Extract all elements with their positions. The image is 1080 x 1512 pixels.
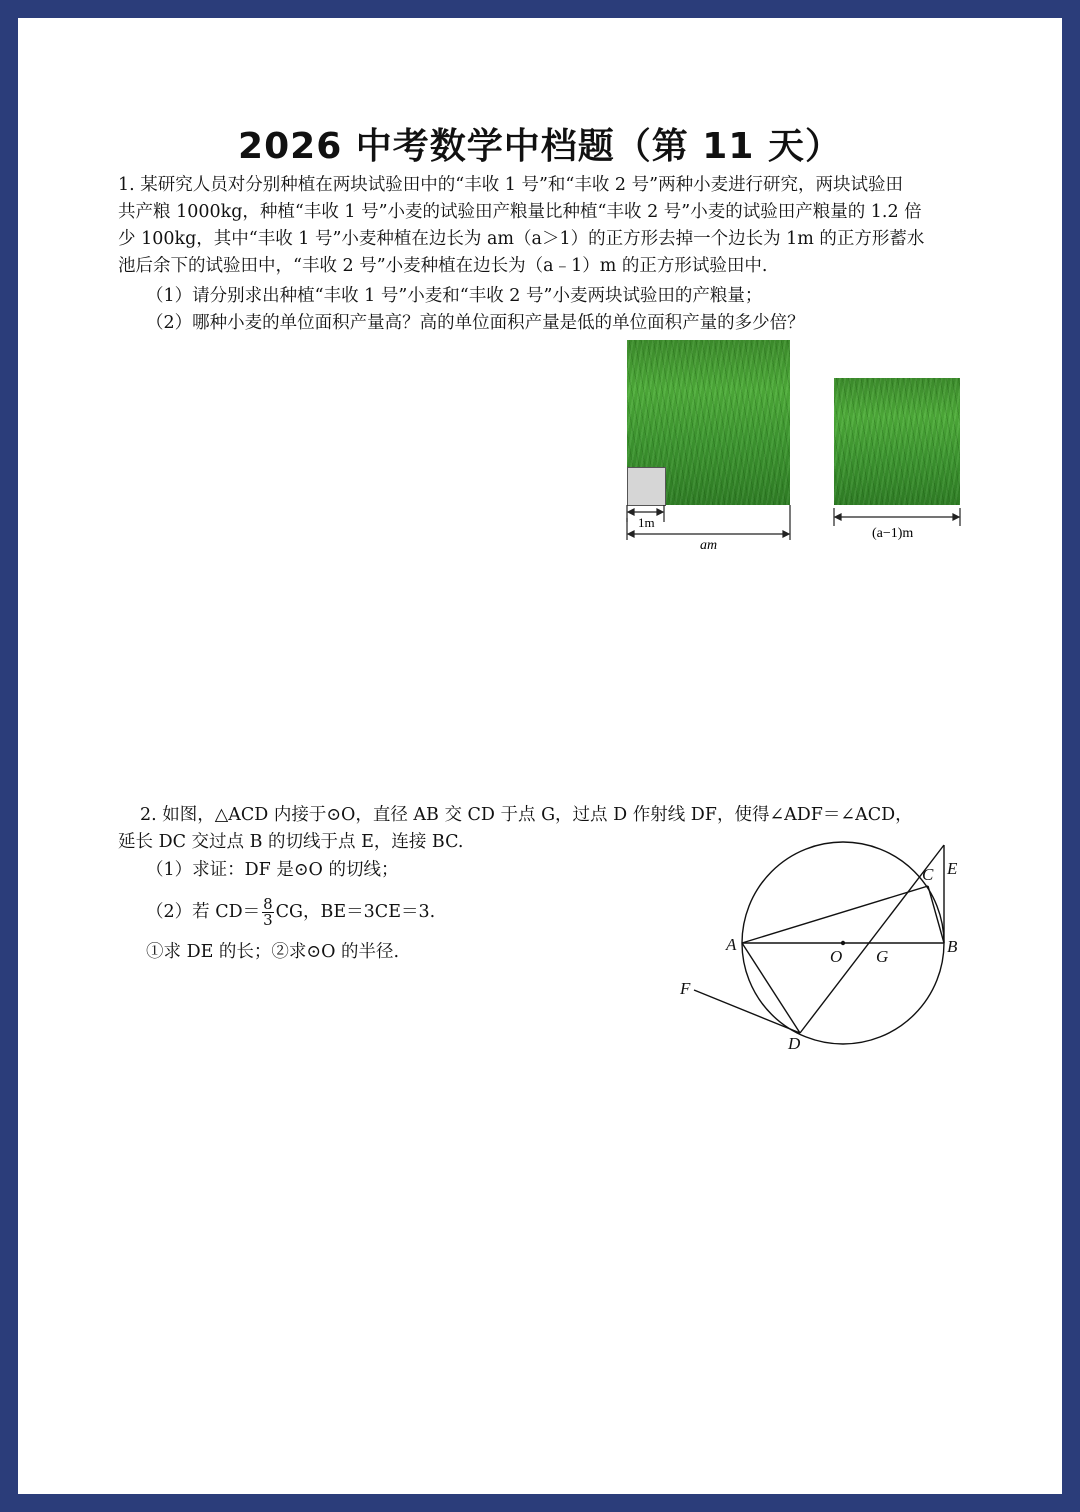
label-a-minus-1-m: (a−1)m (872, 526, 914, 541)
q2-sub2-suffix: CG，BE＝3CE＝3. (275, 902, 436, 922)
q1-line-2: 共产粮 1000kg，种植“丰收 1 号”小麦的试验田产粮量比种植“丰收 2 号”小麦的试验田产粮量的 1.2 倍 (118, 202, 922, 222)
center-point-o (841, 941, 845, 945)
q2-subquestion-1: （1）求证：DF 是⊙O 的切线； (146, 860, 399, 880)
q2-line-2: 延长 DC 交过点 B 的切线于点 E，连接 BC. (118, 832, 464, 852)
segment-bc (928, 886, 944, 943)
q1-subquestion-2: （2）哪种小麦的单位面积产量高？高的单位面积产量是低的单位面积产量的多少倍？ (146, 313, 805, 333)
fraction-denominator: 3 (263, 911, 273, 929)
point-label-d: D (788, 1034, 801, 1053)
field-2-image (834, 378, 960, 505)
q2-sub2-prefix: （2）若 CD＝ (146, 902, 261, 922)
q1-subquestion-1: （1）请分别求出种植“丰收 1 号”小麦和“丰收 2 号”小麦两块试验田的产粮量； (146, 286, 763, 306)
fraction-8-3 (262, 897, 274, 928)
page-title: 2026 中考数学中档题（第 11 天） (238, 126, 842, 167)
point-label-c: C (922, 865, 934, 884)
q2-subquestion-3: ①求 DE 的长；②求⊙O 的半径. (146, 942, 400, 962)
circle-geometry-figure (670, 840, 970, 1060)
q1-line-1: 1. 某研究人员对分别种植在两块试验田中的“丰收 1 号”和“丰收 2 号”两种小麦进行研究，两块试验田 (118, 175, 904, 195)
segment-ad (742, 943, 800, 1033)
q2-line-1: 2. 如图，△ACD 内接于⊙O，直径 AB 交 CD 于点 G，过点 D 作射线 DF，使得∠ADF＝∠ACD， (140, 805, 913, 825)
q1-line-4: 池后余下的试验田中，“丰收 2 号”小麦种植在边长为（a﹣1）m 的正方形试验田中. (118, 256, 768, 276)
label-1m: 1m (638, 515, 655, 530)
point-label-f: F (680, 979, 691, 998)
segment-ac (742, 886, 928, 943)
q1-dimension-lines (600, 500, 1000, 560)
fraction-numerator: 8 (263, 895, 273, 913)
point-label-b: B (947, 937, 958, 956)
point-label-o: O (830, 947, 843, 966)
q2-subquestion-2 (146, 897, 435, 928)
point-label-g: G (876, 947, 889, 966)
q1-line-3: 少 100kg，其中“丰收 1 号”小麦种植在边长为 am（a＞1）的正方形去掉一个边长为 1m 的正方形蓄水 (118, 229, 925, 249)
point-label-a: A (726, 935, 737, 954)
point-label-e: E (947, 859, 958, 878)
ray-df (694, 990, 800, 1033)
label-am: am (700, 538, 718, 553)
